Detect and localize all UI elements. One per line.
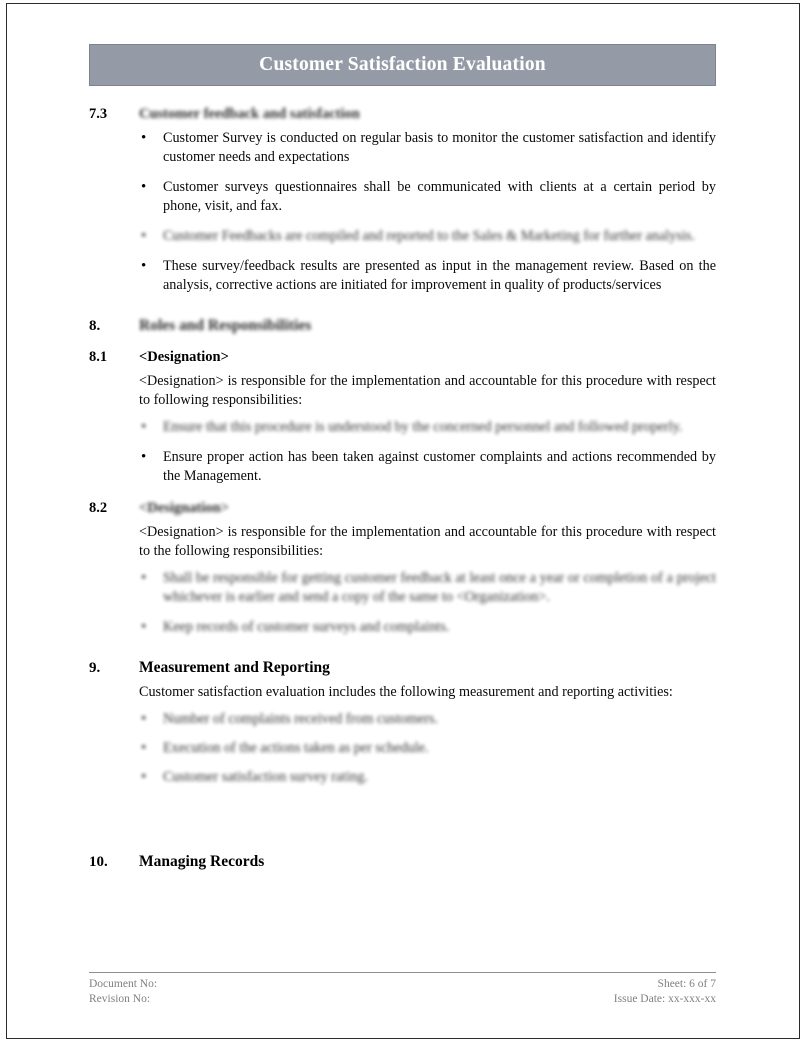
bullet-list-7-3 <box>89 129 716 295</box>
section-intro-8-2: <Designation> is responsible for the implementation and accountable for this procedure with respect to the following responsibilities: <box>139 524 716 559</box>
list-item: • These survey/feedback results are presented as input in the management review. Based on the analysis, corrective actions are initiated for improvement in quality of products/services <box>141 257 716 295</box>
section-intro-8-1: <Designation> is responsible for the implementation and accountable for this procedure with respect to following responsibilities: <box>139 373 716 409</box>
section-heading-10 <box>89 853 716 871</box>
footer-document-no: Document No: <box>89 978 158 990</box>
section-heading-8-1 <box>89 349 716 366</box>
section-number-9: 9. <box>89 659 101 676</box>
document-page <box>6 3 800 1039</box>
section-title-9: Measurement and Reporting <box>139 658 330 676</box>
section-heading-8 <box>89 317 716 335</box>
section-title-8-2: <Designation> <box>139 500 229 517</box>
list-item: • Shall be responsible for getting customer feedback at least once a year or completion of a project whichever is earlier and send a copy of the same to <Organization>. <box>141 569 716 607</box>
footer-right-column <box>614 977 716 1006</box>
list-item: • Execution of the actions taken as per schedule. <box>141 739 716 758</box>
section-title-8: Roles and Responsibilities <box>139 317 312 335</box>
list-item: • Customer Survey is conducted on regular basis to monitor the customer satisfaction and identify customer needs and expectations <box>141 129 716 167</box>
section-title-7-3: Customer feedback and satisfaction <box>139 106 360 122</box>
section-spacer <box>89 797 716 831</box>
footer-left-column <box>89 977 157 1006</box>
section-title-8-1: <Designation> <box>139 349 229 366</box>
document-body <box>89 44 716 877</box>
section-number-10: 10. <box>89 853 108 870</box>
list-item: • Number of complaints received from customers. <box>141 710 716 729</box>
list-item: • Customer surveys questionnaires shall be communicated with clients at a certain period by phone, visit, and fax. <box>141 178 716 216</box>
page-footer <box>89 972 716 1006</box>
section-intro-9: Customer satisfaction evaluation includes the following measurement and reporting activities: <box>139 683 673 700</box>
section-heading-8-2 <box>89 500 716 517</box>
section-heading-9 <box>89 659 716 677</box>
section-number-8-1: 8.1 <box>89 349 108 366</box>
bullet-list-8-1 <box>89 418 716 486</box>
list-item: • Customer satisfaction survey rating. <box>141 768 716 787</box>
footer-issue-date: Issue Date: xx-xxx-xx <box>613 992 716 1005</box>
footer-revision-no: Revision No: <box>89 992 151 1005</box>
list-item: • Customer Feedbacks are compiled and reported to the Sales & Marketing for further analysis. <box>141 227 716 246</box>
list-item: • Ensure proper action has been taken against customer complaints and actions recommended by the Management. <box>141 448 716 486</box>
document-title-banner <box>89 44 716 86</box>
section-number-8-2: 8.2 <box>89 500 108 517</box>
bullet-list-8-2 <box>89 569 716 637</box>
list-item: • Ensure that this procedure is understood by the concerned personnel and followed properly. <box>141 418 716 437</box>
bullet-list-9 <box>89 710 716 787</box>
section-number-8: 8. <box>89 318 101 335</box>
section-heading-7-3 <box>89 106 716 123</box>
section-title-10: Managing Records <box>139 852 265 870</box>
page-title: Customer Satisfaction Evaluation <box>259 54 546 75</box>
list-item: • Keep records of customer surveys and complaints. <box>141 618 716 637</box>
section-number-7-3: 7.3 <box>89 106 108 122</box>
footer-sheet-number: Sheet: 6 of 7 <box>657 978 716 990</box>
